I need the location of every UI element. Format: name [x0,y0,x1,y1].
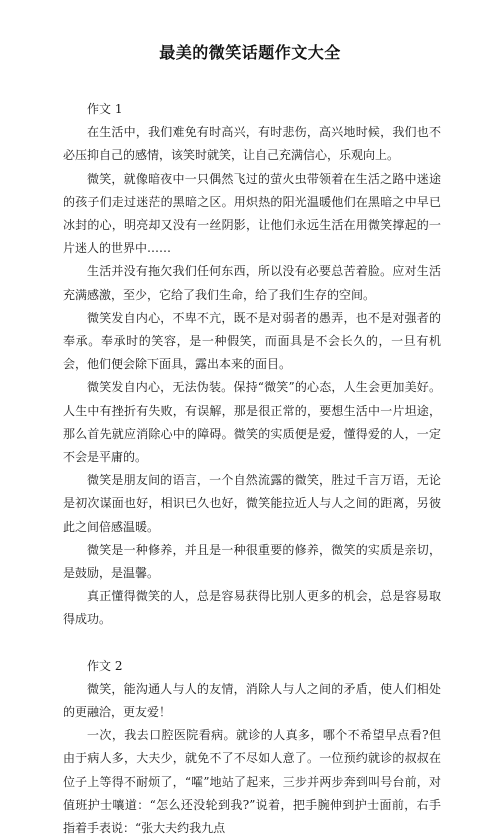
essay-1 [63,98,441,632]
paragraph: 微笑发自内心，无法伪装。保持“微笑”的心态，人生会更加美好。人生中有挫折有失败，有误解，那是很正常的，要想生活中一片坦途，那么首先就应消除心中的障碍。微笑的实质便是爱，懂得爱的人，一定不会是平庸的。 [63,380,441,465]
paragraph: 一次，我去口腔医院看病。就诊的人真多，哪个不希望早点看?但由于病人多，大夫少，就免不了不尽如人意了。一位预约就诊的叔叔在位子上等得不耐烦了，“嚯”地站了起来，三步并两步奔到叫号台前，对值班护士嚷道：“怎么还没轮到我?”说着，把手腕伸到护士面前，右手指着手表说：“张大夫约我九点 [63,728,441,836]
essay-heading: 作文 1 [87,102,123,116]
paragraph: 微笑是朋友间的语言，一个自然流露的微笑，胜过千言万语，无论是初次谋面也好，相识已久也好，微笑能拉近人与人之间的距离，另彼此之间倍感温暖。 [63,473,441,534]
paragraph: 微笑发自内心，不卑不亢，既不是对弱者的愚弄，也不是对强者的奉承。奉承时的笑容，是一种假笑，而面具是不会长久的，一旦有机会，他们便会除下面具，露出本来的面目。 [63,310,441,372]
paragraph: 微笑，能沟通人与人的友情，消除人与人之间的矛盾，使人们相处的更融洽，更友爱！ [63,681,441,720]
paragraph: 在生活中，我们难免有时高兴，有时悲伤，高兴地时候，我们也不必压抑自己的感情，该笑时就笑，让自己充满信心，乐观向上。 [63,125,441,163]
paragraph: 微笑是一种修养，并且是一种很重要的修养，微笑的实质是亲切，是鼓励，是温馨。 [63,542,441,581]
essay-heading: 作文 2 [87,658,123,673]
paragraph: 真正懂得微笑的人，总是容易获得比别人更多的机会，总是容易取得成功。 [63,589,441,627]
document-body [63,98,441,840]
paragraph: 微笑，就像暗夜中一只偶然飞过的萤火虫带领着在生活之路中迷途的孩子们走过迷茫的黑暗之区。用炽热的阳光温暖他们在黑暗之中早已冰封的心，明亮却又没有一丝阴影，让他们永远生活在用微笑撑起的一片迷人的世界中…… [63,171,441,256]
document-title: 最美的微笑话题作文大全 [159,43,341,62]
paragraph: 生活并没有拖欠我们任何东西，所以没有必要总苦着脸。应对生活充满感激，至少，它给了我们生命，给了我们生存的空间。 [63,264,441,302]
essay-2 [63,655,441,840]
